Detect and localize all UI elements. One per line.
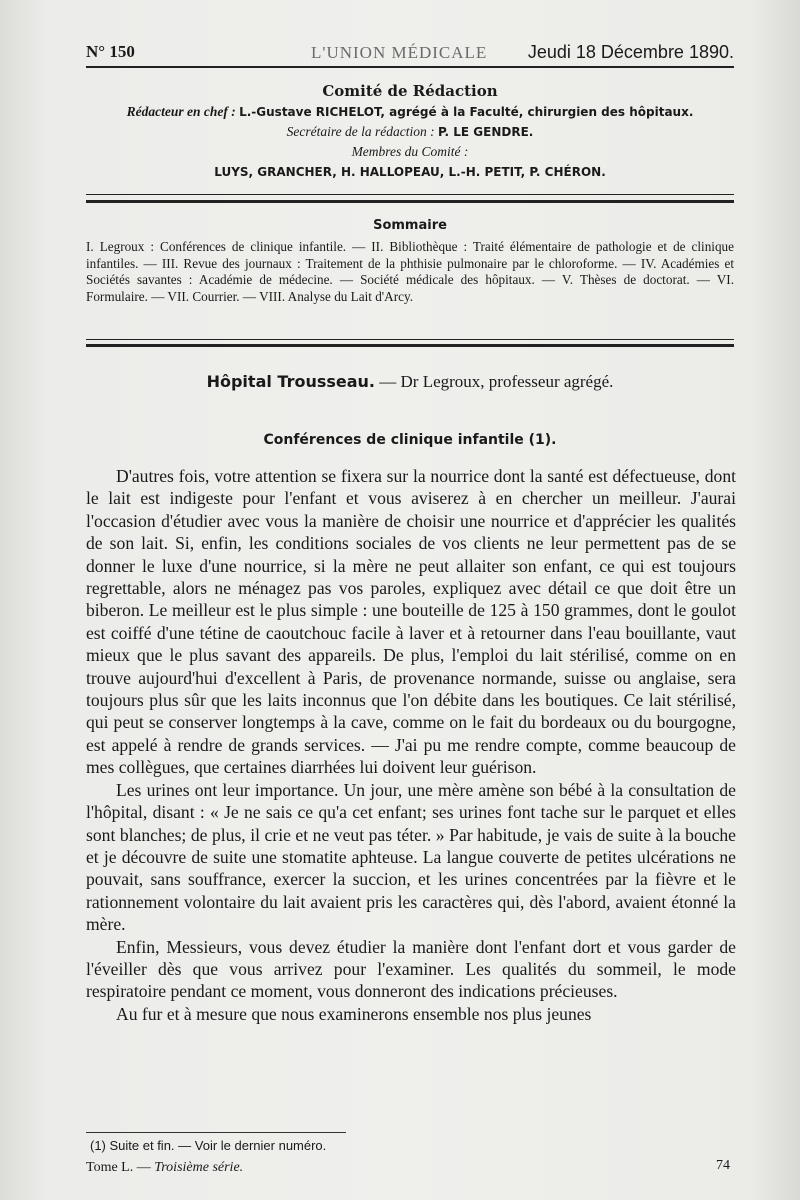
journal-title: L'UNION MÉDICALE: [311, 43, 488, 62]
committee-members: LUYS, GRANCHER, H. HALLOPEAU, L.-H. PETIT, P. CHÉRON.: [214, 165, 606, 179]
chief-editor: L.-Gustave RICHELOT, agrégé à la Faculté, chirurgien des hôpitaux.: [239, 105, 694, 119]
secretary: P. LE GENDRE.: [437, 125, 534, 139]
issue-date: Jeudi 18 Décembre 1890.: [527, 42, 734, 62]
header-rule: [86, 66, 734, 68]
sommaire-title: Sommaire: [373, 218, 447, 233]
paragraph: D'autres fois, votre attention se fixera sur la nourrice dont la santé est défectueuse, dont le lait est indigeste pour l'enfant et vous aviserez à en chercher un meilleur. J'aurai l'occasion d'étudier avec vous la manière de choisir une nourrice et d'apprécier les qualités de son lait. Si, enfin, les conditions sociales de vos clients ne leur permettent pas de se donner le luxe d'une nourrice, si la mère ne peut allaiter son enfant, ce qui est toujours regrettable, alors ne ménagez pas vos paroles, expliquez avec détail ce que doit être un biberon. Le meilleur est le plus simple : une bouteille de 125 à 150 grammes, dont le goulot est coiffé d'une tétine de caoutchouc facile à laver et à retourner dans l'eau bouillante, vaut mieux que le plus savant des appareils. De plus, l'emploi du lait stérilisé, comme on en trouve aujourd'hui d'excellent à Paris, de provenance normande, suisse ou anglaise, sera toujours plus sûr que les laits inconnus que l'on débite dans les boutiques. Ce lait stérilisé, qui peut se conserver longtemps à la cave, comme on le fait du bordeaux ou du bourgogne, est appelé à rendre de grands services. — J'ai pu me rendre compte, comme beaucoup de mes collègues, que certaines diarrhées lui doivent leur guérison.: [86, 466, 736, 778]
paragraph: Enfin, Messieurs, vous devez étudier la manière dont l'enfant dort et vous garder de l'éveiller dès que vous arrivez pour l'examiner. Les qualités du sommeil, le mode respiratoire pendant ce moment, vous donneront des indications précieuses.: [86, 936, 736, 1002]
tome-label: Tome L. —: [86, 1160, 151, 1175]
page-footer: [86, 1160, 243, 1176]
chief-editor-line: [86, 102, 734, 122]
committee-title: Comité de Rédaction: [322, 82, 498, 100]
hospital-name: Hôpital Trousseau.: [206, 372, 376, 391]
paragraph: Au fur et à mesure que nous examinerons ensemble nos plus jeunes: [116, 1003, 592, 1024]
committee-rule-thin: [86, 194, 734, 195]
footnote-rule: [86, 1132, 346, 1133]
article-body: [86, 465, 736, 1025]
table-of-contents: [86, 218, 734, 305]
page-number: 74: [716, 1158, 730, 1173]
secretary-line: [86, 122, 734, 142]
paragraph: Les urines ont leur importance. Un jour, une mère amène son bébé à la consultation de l'hôpital, disant : « Je ne sais ce qu'a cet enfant; ses urines font tache sur le parquet et elles sont blanches; de plus, il crie et ne veut pas téter. » Par habitude, je vais de suite à la bouche et je découvre de suite une stomatite aphteuse. La langue couverte de petites ulcérations ne pouvait, sans souffrance, exercer la succion, et les urines concentrées par la fièvre et le rationnement volontaire du lait avaient pris les caractères qui, dès l'abord, avaient étonné la mère.: [86, 779, 736, 935]
footnote: (1) Suite et fin. — Voir le dernier numéro.: [90, 1138, 327, 1153]
chief-editor-label: Rédacteur en chef :: [126, 104, 236, 119]
sommaire-rule-thin: [86, 339, 734, 340]
article-author: — Dr Legroux, professeur agrégé.: [379, 372, 614, 391]
editorial-committee: [86, 82, 734, 182]
members-label: Membres du Comité :: [351, 144, 469, 159]
committee-rule-thick: [86, 200, 734, 203]
sommaire-text: I. Legroux : Conférences de clinique infantile. — II. Bibliothèque : Traité élémentaire de pathologie et de clinique infantiles. — III. Revue des journaux : Traitement de la phthisie pulmonaire par le chloroforme. — IV. Académies et Sociétés savantes : Académie de médecine. — Société médicale des hôpitaux. — V. Thèses de doctorat. — VI. Formulaire. — VII. Courrier. — VIII. Analyse du Lait d'Arcy.: [86, 239, 734, 304]
series-label: Troisième série.: [154, 1160, 244, 1175]
page-header: [86, 40, 734, 66]
secretary-label: Secrétaire de la rédaction :: [286, 124, 435, 139]
issue-number: N° 150: [86, 42, 135, 61]
article-subtitle: Conférences de clinique infantile (1).: [263, 432, 557, 448]
article-heading: [86, 372, 734, 392]
sommaire-rule-thick: [86, 344, 734, 347]
